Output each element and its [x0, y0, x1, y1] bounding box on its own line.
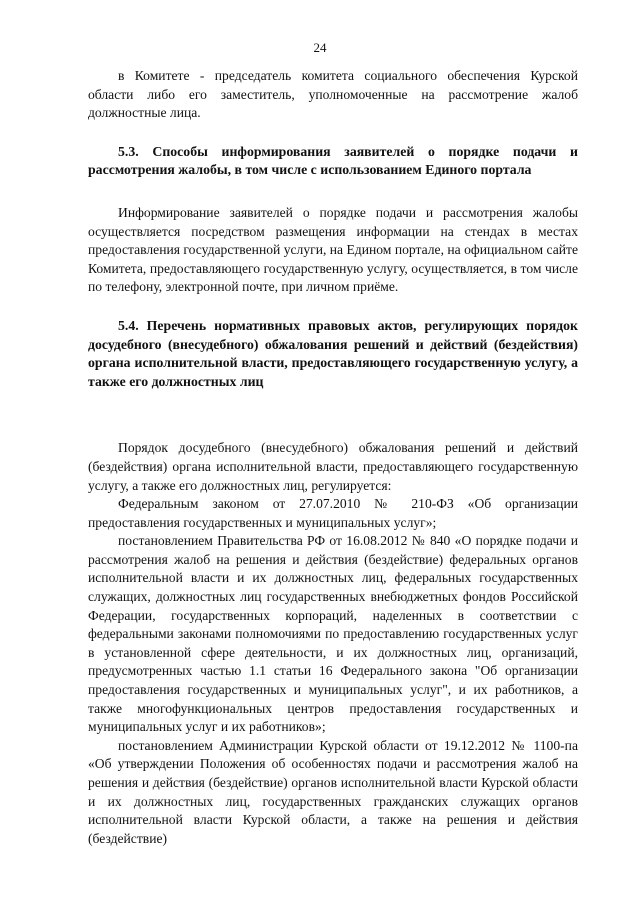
paragraph-informing-applicants: Информирование заявителей о порядке подачи и рассмотрения жалобы осуществляется посредством размещения информации на стендах в местах предоставления государственной услуги, на Едином портале, на официальном сайте Комитета, предоставляющего государственную услугу, осуществляется, в том числе по телефону, электронной почте, при личном приёме.: [88, 204, 578, 295]
section-heading-5-4: 5.4. Перечень нормативных правовых актов, регулирующих порядок досудебного (внесудебного) обжалования решений и действий (бездействия) органа исполнительной власти, предоставляющего государственную услугу, а также его должностных лиц: [88, 317, 578, 389]
section-heading-5-3: 5.3. Способы информирования заявителей о порядке подачи и рассмотрения жалобы, в том числе с использованием Единого портала: [88, 143, 578, 178]
paragraph-committee-reviewers: в Комитете - председатель комитета социального обеспечения Курской области либо его заместитель, уполномоченные на рассмотрение жалоб должностные лица.: [88, 68, 578, 121]
paragraph-federal-law: Федеральным законом от 27.07.2010 № 210-ФЗ «Об организации предоставления государственных и муниципальных услуг»;: [88, 496, 578, 530]
page-number: 24: [313, 40, 327, 55]
document-body: [88, 67, 578, 848]
paragraph-regional-decree: постановлением Администрации Курской области от 19.12.2012 № 1100-па «Об утверждении Положения об особенностях подачи и рассмотрения жалоб на решения и действия (бездействие) органов исполнительной власти Курской области и их должностных лиц, государственных гражданских служащих органов исполнительной власти Курской области, а также на решения и действия (бездействие): [88, 737, 578, 846]
paragraph-appeal-procedure: Порядок досудебного (внесудебного) обжалования решений и действий (бездействия) органа исполнительной власти, предоставляющего государственную услугу, а также его должностных лиц, регулируется:: [88, 440, 578, 493]
paragraph-government-decree: постановлением Правительства РФ от 16.08.2012 № 840 «О порядке подачи и рассмотрения жалоб на решения и действия (бездействие) федеральных органов исполнительной власти и их должностных лиц, федеральных государственных служащих, должностных лиц государственных внебюджетных фондов Российской Федерации, государственных корпораций, наделенных в соответствии с федеральными законами полномочиями по предоставлению государственных услуг в установленной сфере деятельности, и их должностных лиц, организаций, предусмотренных частью 1.1 статьи 16 Федерального закона "Об организации предоставления государственных и муниципальных услуг", и их работников, а также многофункциональных центров предоставления государственных и муниципальных услуг и их работников»;: [88, 533, 578, 735]
